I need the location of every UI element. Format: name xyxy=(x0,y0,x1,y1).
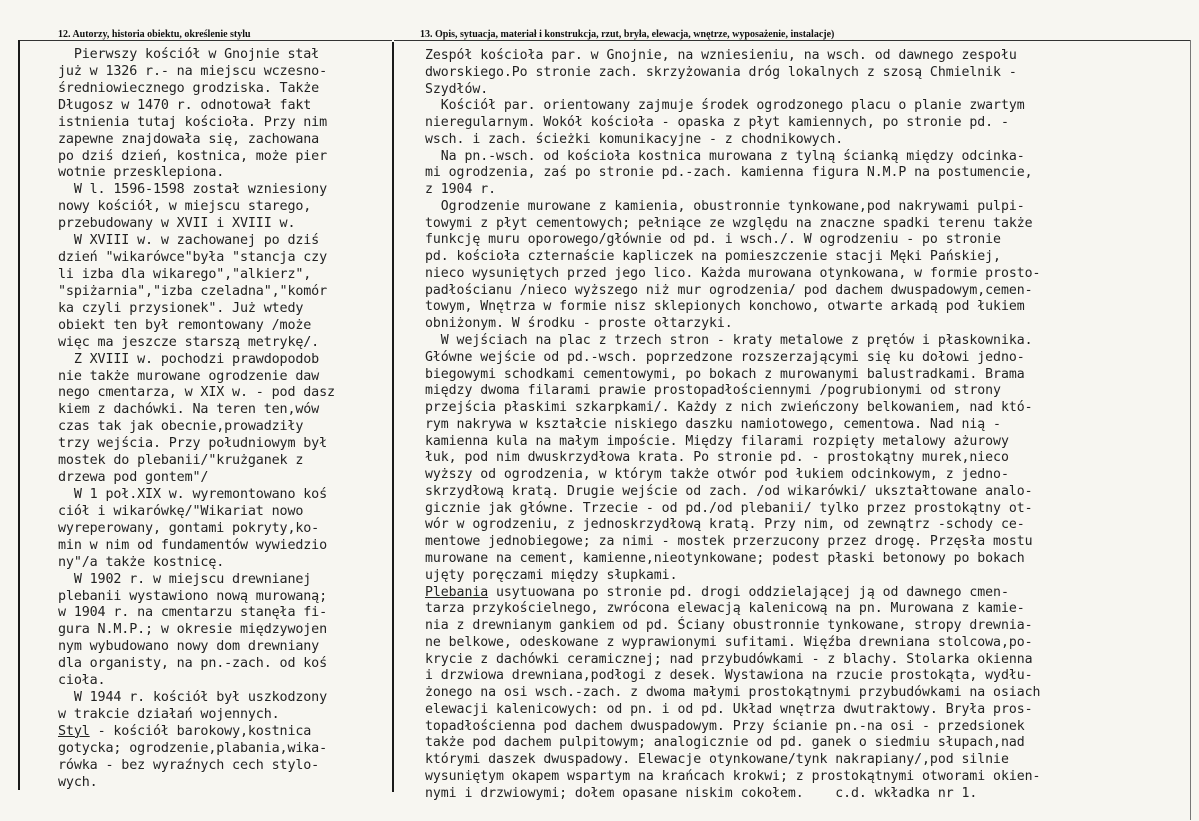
text-line: Zespół kościoła par. w Gnojnie, na wzniesieniu, na wsch. od dawnego zespołu xyxy=(425,48,1017,63)
style-text xyxy=(58,741,388,792)
text-line: W 1944 r. kościół był uszkodzony xyxy=(58,690,328,706)
text-line: gotycka; ogrodzenie,plabania,wika- xyxy=(58,740,328,756)
text-line: którymi daszek dwuspadowy. Elewacje otynkowane/tynk nakrapiany/,pod silnie xyxy=(425,752,1009,768)
text-line: także pod dachem pulpitowym; analogicznie od pd. ganek o siedmiu słupach,nad xyxy=(425,735,1025,751)
text-line: skrzydłową kratą. Drugie wejście od zach. /od wikarówki/ ukształtowane analo- xyxy=(425,483,1033,499)
plebania-line: usytuowana po stronie pd. drogi oddzielającej ją od dawnego cmen- xyxy=(488,584,1009,600)
text-line: mostek do plebanii/"krużganek z xyxy=(58,453,304,469)
right-border-line xyxy=(1190,40,1191,820)
text-line: trzy wejścia. Przy południowym był xyxy=(58,436,328,452)
column-divider-line xyxy=(392,42,394,792)
text-line: Pierwszy kościół w Gnojnie stał xyxy=(58,47,320,62)
text-line: Szydłów. xyxy=(425,81,489,97)
text-line: żonego na osi wsch.-zach. z dwoma małymi prostokątnymi przybudówkami na osiach xyxy=(425,685,1041,701)
text-line: li izba dla wikarego","alkierz", xyxy=(58,266,312,282)
plebania-paragraph xyxy=(425,585,1187,602)
text-line: ne belkowe, odeskowane z wyprawionymi sufitami. Więźba drewniana stolcowa,po- xyxy=(425,634,1033,650)
text-line: nia z drewnianym gankiem od pd. Ściany obustronnie tynkowane, stropy drewnia- xyxy=(425,618,1033,634)
text-line: nie także murowane ogrodzenie daw xyxy=(58,368,320,384)
text-line: padłościanu /nieco wyższego niż mur ogrodzenia/ pod dachem dwuspadowym,cemen- xyxy=(425,282,1033,298)
text-line: i drzwiowa drewniana,podłogi z desek. Wystawiona na rzucie prostokąta, wydłu- xyxy=(425,668,1033,684)
text-line: murowane na cement, kamienne,nieotynkowane; podest płaski betonowy po bokach xyxy=(425,550,1025,566)
text-line: W l. 1596-1598 został wzniesiony xyxy=(58,182,328,198)
style-paragraph xyxy=(58,724,388,741)
text-line: ujęty poręczami między słupkami. xyxy=(425,567,678,583)
text-line: kamienna kula na małym impoście. Między filarami rozpięty metalowy ażurowy xyxy=(425,433,1009,449)
description-text xyxy=(425,48,1187,585)
text-line: nowy kościół, w miejscu starego, xyxy=(58,199,312,215)
history-column xyxy=(58,47,388,792)
text-line: między dwoma filarami prawie prostopadłościennymi /pogrubionymi od strony xyxy=(425,383,1001,399)
text-line: krycie z dachówki ceramicznej; nad przybudówkami - z blachy. Stolarka okienna xyxy=(425,651,1033,667)
text-line: wsch. i zach. ścieżki komunikacyjne - z chodnikowych. xyxy=(425,131,844,147)
left-border-line xyxy=(18,40,20,790)
plebania-text xyxy=(425,601,1187,802)
plebania-label: Plebania xyxy=(425,584,489,600)
left-column-header: 12. Autorzy, historia obiektu, określenie stylu xyxy=(58,29,251,40)
text-line: mi ogrodzenia, zaś po stronie pd.-zach. kamienna figura N.M.P na postumencie, xyxy=(425,165,1033,181)
text-line: wysuniętym okapem wspartym na krańcach krokwi; z prostokątnymi otworami okien- xyxy=(425,768,1041,784)
text-line: towymi z płyt cementowych; pełniące ze względu na znaczne spadki terenu także xyxy=(425,215,1033,231)
text-line: mentowe jednobiegowe; za nimi - mostek przerzucony przez drogę. Przęsła mostu xyxy=(425,534,1033,550)
text-line: obiekt ten był remontowany /może xyxy=(58,317,312,333)
text-line: w 1904 r. na cmentarzu stanęła fi- xyxy=(58,605,328,621)
text-line: tarza przykościelnego, zwrócona elewacją kalenicową na pn. Murowana z kamie- xyxy=(425,601,1025,617)
text-line: zapewne znajdowała się, zachowana xyxy=(58,131,320,147)
text-line: Na pn.-wsch. od kościoła kostnica murowana z tylną ścianką między odcinka- xyxy=(425,148,1025,164)
style-label: Styl xyxy=(58,723,90,739)
text-line: W XVIII w. w zachowanej po dziś xyxy=(58,233,320,249)
text-line: ny"/a także kostnicę. xyxy=(58,554,225,570)
text-line: min w nim od fundamentów wywiedzio xyxy=(58,537,328,553)
right-column-header: 13. Opis, sytuacja, materiał i konstrukcja, rzut, bryła, elewacja, wnętrze, wyposażenie, instalacje) xyxy=(420,29,835,40)
text-line: Główne wejście od pd.-wsch. poprzedzone rozszerzającymi się ku dołowi jedno- xyxy=(425,349,1025,365)
text-line: dworskiego.Po stronie zach. skrzyżowania dróg lokalnych z szosą Chmielnik - xyxy=(425,64,1017,80)
text-line: wotnie przesklepiona. xyxy=(58,165,225,181)
text-line: nieregularnym. Wokół kościoła - opaska z płyt kamiennych, po stronie pd. - xyxy=(425,115,1009,131)
text-line: już w 1326 r.- na miejscu wczesno- xyxy=(58,63,328,79)
text-line: towym, Wnętrza w formie nisz sklepionych konchowo, otwarte arkadą pod łukiem xyxy=(425,299,1025,315)
text-line: dla organisty, na pn.-zach. od koś xyxy=(58,656,328,672)
text-line: nymi i drzwiowymi; dołem opasane niskim cokołem. c.d. wkładka nr 1. xyxy=(425,785,978,801)
text-line: przejścia płaskimi szkarpkami/. Każdy z nich zwieńczony belkowaniem, nad któ- xyxy=(425,400,1033,416)
text-line: pd. kościoła czternaście kapliczek na pomieszczenie stacji Męki Pańskiej, xyxy=(425,249,1001,265)
text-line: wych. xyxy=(58,774,98,790)
text-line: W wejściach na plac z trzech stron - kraty metalowe z prętów i płaskownika. xyxy=(425,333,1033,349)
description-column xyxy=(425,48,1187,802)
text-line: z 1904 r. xyxy=(425,182,497,198)
text-line: wór w ogrodzeniu, z jednoskrzydłową kratą. Przy nim, od zewnątrz -schody ce- xyxy=(425,517,1025,533)
text-line: wyższy od ogrodzenia, w którym także otwór pod łukiem odcinkowym, z jedno- xyxy=(425,467,1009,483)
text-line: łuk, pod nim dwuskrzydłowa krata. Po stronie pd. - prostokątny murek,nieco xyxy=(425,450,1009,466)
text-line: rówka - bez wyraźnych cech stylo- xyxy=(58,757,320,773)
text-line: nego cmentarza, w XIX w. - pod dasz xyxy=(58,385,335,401)
left-header-rule xyxy=(18,40,392,41)
text-line: funkcję muru oporowego/głównie od pd. i wsch./. W ogrodzeniu - po stronie xyxy=(425,232,1001,248)
history-text xyxy=(58,47,388,724)
text-line: obniżonym. W środku - proste ołtarzyki. xyxy=(425,316,733,332)
right-header-rule xyxy=(394,40,1190,41)
text-line: rym nakrywa w kształcie niskiego daszku namiotowego, cementowa. Nad nią - xyxy=(425,416,1001,432)
text-line: więc ma jeszcze starszą metrykę/. xyxy=(58,334,320,350)
text-line: ciół i wikarówkę/"Wikariat nowo xyxy=(58,503,304,519)
text-line: biegowymi schodkami cementowymi, po bokach z murowanymi balustradkami. Brama xyxy=(425,366,1025,382)
text-line: przebudowany w XVII i XVIII w. xyxy=(58,216,296,232)
text-line: Ogrodzenie murowane z kamienia, obustronnie tynkowane,pod nakrywami pulpi- xyxy=(425,198,1025,214)
text-line: W 1 poł.XIX w. wyremontowano koś xyxy=(58,486,328,502)
text-line: Z XVIII w. pochodzi prawdopodob xyxy=(58,351,320,367)
text-line: Długosz w 1470 r. odnotował fakt xyxy=(58,97,312,113)
text-line: W 1902 r. w miejscu drewnianej xyxy=(58,571,312,587)
text-line: topadłościenna pod dachem dwuspadowym. Przy ścianie pn.-na osi - przedsionek xyxy=(425,718,1025,734)
text-line: średniowiecznego grodziska. Także xyxy=(58,80,320,96)
text-line: wyreperowany, gontami pokryty,ko- xyxy=(58,520,320,536)
text-line: elewacji kalenicowych: od pn. i od pd. Układ wnętrza dwutraktowy. Bryła pros- xyxy=(425,701,1033,717)
text-line: gura N.M.P.; w okresie międzywojen xyxy=(58,622,328,638)
text-line: kiem z dachówki. Na teren ten,wów xyxy=(58,402,320,418)
text-line: ka czyli przysionek". Już wtedy xyxy=(58,300,304,316)
text-line: gicznie jak główne. Trzecie - od pd./od plebanii/ tylko przez prostokątny ot- xyxy=(425,500,1033,516)
text-line: czas tak jak obecnie,prowadziły xyxy=(58,419,304,435)
style-line: - kościół barokowy,kostnica xyxy=(89,723,312,739)
text-line: po dziś dzień, kostnica, może pier xyxy=(58,148,328,164)
text-line: drzewa pod gontem"/ xyxy=(58,470,209,486)
text-line: cioła. xyxy=(58,673,106,689)
text-line: dzień "wikarówce"była "stancja czy xyxy=(58,250,328,266)
text-line: istnienia tutaj kościoła. Przy nim xyxy=(58,114,328,130)
text-line: nym wybudowano nowy dom drewniany xyxy=(58,639,320,655)
text-line: w trakcie działań wojennych. xyxy=(58,706,280,722)
text-line: Kościół par. orientowany zajmuje środek ogrodzonego placu o planie zwartym xyxy=(425,98,1025,114)
text-line: nieco wysuniętych przed jego lico. Każda murowana otynkowana, w formie prosto- xyxy=(425,265,1041,281)
text-line: plebanii wystawiono nową murowaną; xyxy=(58,588,328,604)
text-line: "spiżarnia","izba czeladna","komór xyxy=(58,283,328,299)
